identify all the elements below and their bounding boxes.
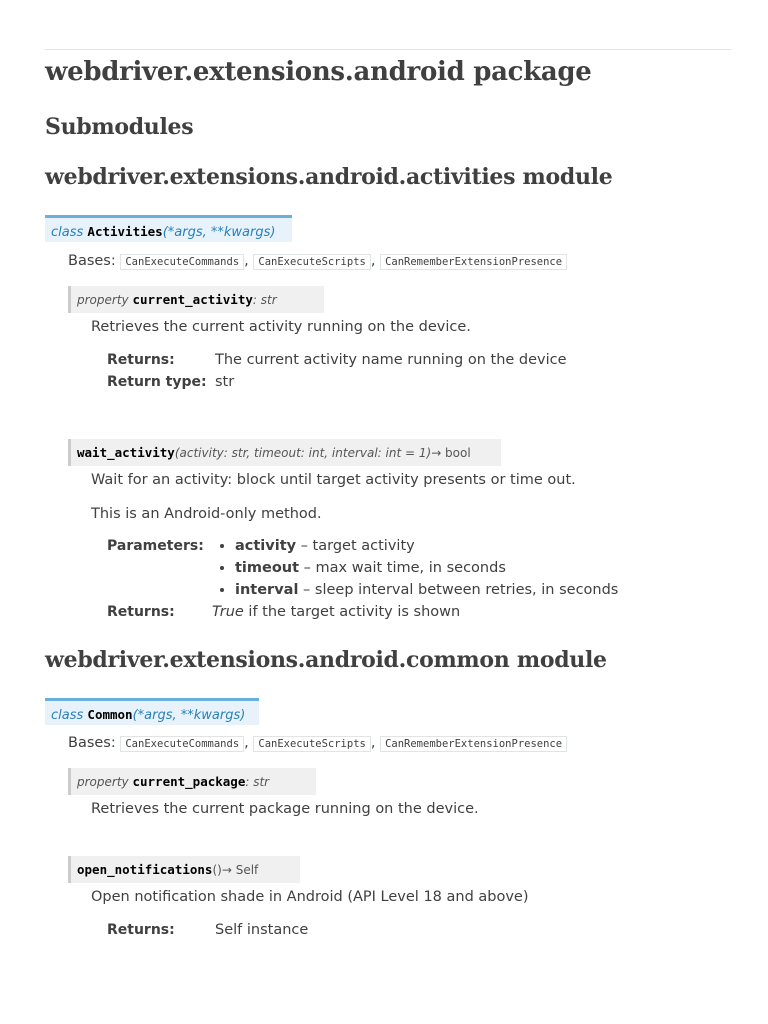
class-name: Common bbox=[87, 707, 133, 722]
class-params: (*args, **kwargs) bbox=[132, 708, 246, 723]
activities-bases: Bases: CanExecuteCommands , CanExecuteScripts , CanRememberExtensionPresence bbox=[68, 253, 567, 269]
base-link[interactable]: CanExecuteCommands bbox=[120, 254, 244, 270]
common-module-heading: webdriver.extensions.android.common module bbox=[45, 647, 607, 673]
class-keyword: class bbox=[51, 225, 84, 240]
base-link[interactable]: CanExecuteCommands bbox=[120, 736, 244, 752]
top-divider bbox=[45, 49, 731, 50]
current-activity-signature[interactable] bbox=[68, 286, 324, 313]
parameter-item: • activity – target activity bbox=[235, 535, 618, 557]
return-type-label: Return type: bbox=[107, 374, 207, 390]
current-package-signature[interactable] bbox=[68, 768, 316, 795]
base-link[interactable]: CanRememberExtensionPresence bbox=[380, 736, 567, 752]
bases-label: Bases: bbox=[68, 735, 116, 751]
wait-activity-note: This is an Android-only method. bbox=[91, 506, 322, 522]
property-type: : str bbox=[252, 293, 277, 307]
method-return-arrow: → Self bbox=[221, 863, 259, 877]
returns-value: True if the target activity is shown bbox=[212, 604, 461, 620]
method-name: open_notifications bbox=[77, 862, 213, 877]
base-link[interactable]: CanExecuteScripts bbox=[253, 736, 370, 752]
returns-label: Returns: bbox=[107, 922, 175, 938]
parameter-item: • interval – sleep interval between retries, in seconds bbox=[235, 579, 618, 601]
property-name: current_activity bbox=[132, 292, 253, 307]
method-name: wait_activity bbox=[77, 445, 175, 460]
parameters-label: Parameters: bbox=[107, 538, 204, 554]
returns-label: Returns: bbox=[107, 352, 175, 368]
returns-label: Returns: bbox=[107, 604, 175, 620]
current-activity-description: Retrieves the current activity running on the device. bbox=[91, 319, 471, 335]
common-bases: Bases: CanExecuteCommands , CanExecuteScripts , CanRememberExtensionPresence bbox=[68, 735, 567, 751]
method-params: (activity: str, timeout: int, interval: int = 1) bbox=[174, 446, 432, 460]
submodules-heading: Submodules bbox=[45, 114, 194, 140]
return-type-value: str bbox=[215, 374, 235, 390]
wait-activity-description: Wait for an activity: block until target activity presents or time out. bbox=[91, 472, 576, 488]
parameter-list bbox=[215, 535, 618, 601]
current-package-description: Retrieves the current package running on the device. bbox=[91, 801, 479, 817]
base-link[interactable]: CanExecuteScripts bbox=[253, 254, 370, 270]
class-name: Activities bbox=[87, 224, 163, 239]
open-notifications-description: Open notification shade in Android (API Level 18 and above) bbox=[91, 889, 529, 905]
returns-value: Self instance bbox=[215, 922, 309, 938]
method-params: () bbox=[212, 863, 222, 877]
property-keyword: property bbox=[77, 293, 129, 307]
base-link[interactable]: CanRememberExtensionPresence bbox=[380, 254, 567, 270]
property-type: : str bbox=[245, 775, 270, 789]
activities-class-signature[interactable] bbox=[45, 215, 292, 242]
bases-label: Bases: bbox=[68, 253, 116, 269]
method-return-arrow: → bool bbox=[431, 446, 471, 460]
parameter-item: • timeout – max wait time, in seconds bbox=[235, 557, 618, 579]
class-params: (*args, **kwargs) bbox=[162, 225, 276, 240]
property-name: current_package bbox=[132, 774, 246, 789]
page-title: webdriver.extensions.android package bbox=[45, 57, 592, 87]
open-notifications-signature[interactable] bbox=[68, 856, 300, 883]
returns-value: The current activity name running on the device bbox=[215, 352, 567, 368]
wait-activity-signature[interactable] bbox=[68, 439, 501, 466]
class-keyword: class bbox=[51, 708, 84, 723]
common-class-signature[interactable] bbox=[45, 698, 259, 725]
activities-module-heading: webdriver.extensions.android.activities module bbox=[45, 164, 613, 190]
property-keyword: property bbox=[77, 775, 129, 789]
